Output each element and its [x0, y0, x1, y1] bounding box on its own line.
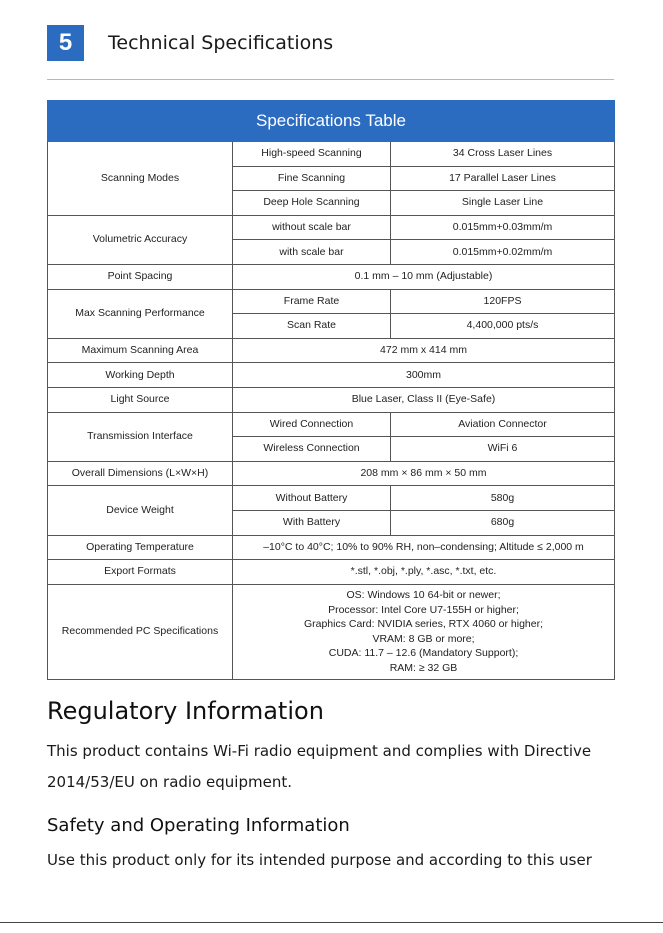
section-header	[47, 25, 333, 61]
row-label-temperature: Operating Temperature	[48, 535, 233, 560]
table-row	[48, 584, 615, 679]
cell-value: 0.1 mm – 10 mm (Adjustable)	[233, 264, 615, 289]
regulatory-body	[47, 736, 627, 798]
row-label-export: Export Formats	[48, 560, 233, 585]
header-divider	[47, 79, 614, 80]
pc-spec-line: OS: Windows 10 64-bit or newer;	[346, 588, 501, 601]
cell-name: Fine Scanning	[233, 166, 391, 191]
cell-value: 4,400,000 pts/s	[391, 314, 615, 339]
cell-name: Scan Rate	[233, 314, 391, 339]
cell-name: High-speed Scanning	[233, 142, 391, 167]
cell-value: 0.015mm+0.02mm/m	[391, 240, 615, 265]
table-row	[48, 289, 615, 314]
pc-spec-line: Processor: Intel Core U7-155H or higher;	[328, 603, 519, 616]
table-title: Specifications Table	[48, 101, 615, 142]
section-title: Technical Specifications	[108, 32, 334, 54]
table-row	[48, 461, 615, 486]
cell-name: with scale bar	[233, 240, 391, 265]
row-label-pc-specs: Recommended PC Specifications	[48, 584, 233, 679]
regulatory-heading: Regulatory Information	[47, 697, 324, 725]
table-row	[48, 535, 615, 560]
row-label-max-area: Maximum Scanning Area	[48, 338, 233, 363]
table-row	[48, 338, 615, 363]
row-label-transmission: Transmission Interface	[48, 412, 233, 461]
pc-spec-line: CUDA: 11.7 – 12.6 (Mandatory Support);	[328, 647, 519, 660]
cell-value: 472 mm x 414 mm	[233, 338, 615, 363]
regulatory-line: This product contains Wi-Fi radio equipment and complies with Directive	[47, 742, 592, 760]
cell-value: 680g	[391, 510, 615, 535]
cell-name: Frame Rate	[233, 289, 391, 314]
cell-value: WiFi 6	[391, 437, 615, 462]
cell-value: Aviation Connector	[391, 412, 615, 437]
table-row	[48, 412, 615, 437]
row-label-point-spacing: Point Spacing	[48, 264, 233, 289]
table-row	[48, 142, 615, 167]
row-label-max-performance: Max Scanning Performance	[48, 289, 233, 338]
table-row	[48, 264, 615, 289]
cell-name: Deep Hole Scanning	[233, 191, 391, 216]
row-label-dimensions: Overall Dimensions (L×W×H)	[48, 461, 233, 486]
cell-value-pc-specs	[233, 584, 615, 679]
table-row	[48, 215, 615, 240]
section-number-badge: 5	[47, 25, 84, 61]
cell-name: Wireless Connection	[233, 437, 391, 462]
cell-name: With Battery	[233, 510, 391, 535]
cell-value: Blue Laser, Class II (Eye-Safe)	[233, 387, 615, 412]
cell-value: Single Laser Line	[391, 191, 615, 216]
cell-value: 17 Parallel Laser Lines	[391, 166, 615, 191]
cell-value: 208 mm × 86 mm × 50 mm	[233, 461, 615, 486]
cell-name: Wired Connection	[233, 412, 391, 437]
cell-name: Without Battery	[233, 486, 391, 511]
safety-heading: Safety and Operating Information	[47, 815, 350, 836]
table-row	[48, 363, 615, 388]
cell-value: *.stl, *.obj, *.ply, *.asc, *.txt, etc.	[233, 560, 615, 585]
footer-divider	[0, 922, 663, 923]
table-row	[48, 560, 615, 585]
cell-value: 120FPS	[391, 289, 615, 314]
row-label-weight: Device Weight	[48, 486, 233, 535]
row-label-scanning-modes: Scanning Modes	[48, 142, 233, 216]
cell-value: 300mm	[233, 363, 615, 388]
table-row	[48, 486, 615, 511]
cell-value: 0.015mm+0.03mm/m	[391, 215, 615, 240]
cell-value: 580g	[391, 486, 615, 511]
row-label-working-depth: Working Depth	[48, 363, 233, 388]
specifications-table	[47, 100, 615, 680]
cell-value: –10°C to 40°C; 10% to 90% RH, non–condensing; Altitude ≤ 2,000 m	[233, 535, 615, 560]
safety-body: Use this product only for its intended purpose and according to this user	[47, 851, 592, 869]
row-label-volumetric-accuracy: Volumetric Accuracy	[48, 215, 233, 264]
pc-spec-line: RAM: ≥ 32 GB	[389, 661, 458, 674]
regulatory-line: 2014/53/EU on radio equipment.	[47, 773, 292, 791]
pc-spec-line: Graphics Card: NVIDIA series, RTX 4060 or higher;	[303, 618, 544, 631]
table-row	[48, 387, 615, 412]
cell-name: without scale bar	[233, 215, 391, 240]
cell-value: 34 Cross Laser Lines	[391, 142, 615, 167]
row-label-light-source: Light Source	[48, 387, 233, 412]
pc-spec-line: VRAM: 8 GB or more;	[372, 632, 475, 645]
